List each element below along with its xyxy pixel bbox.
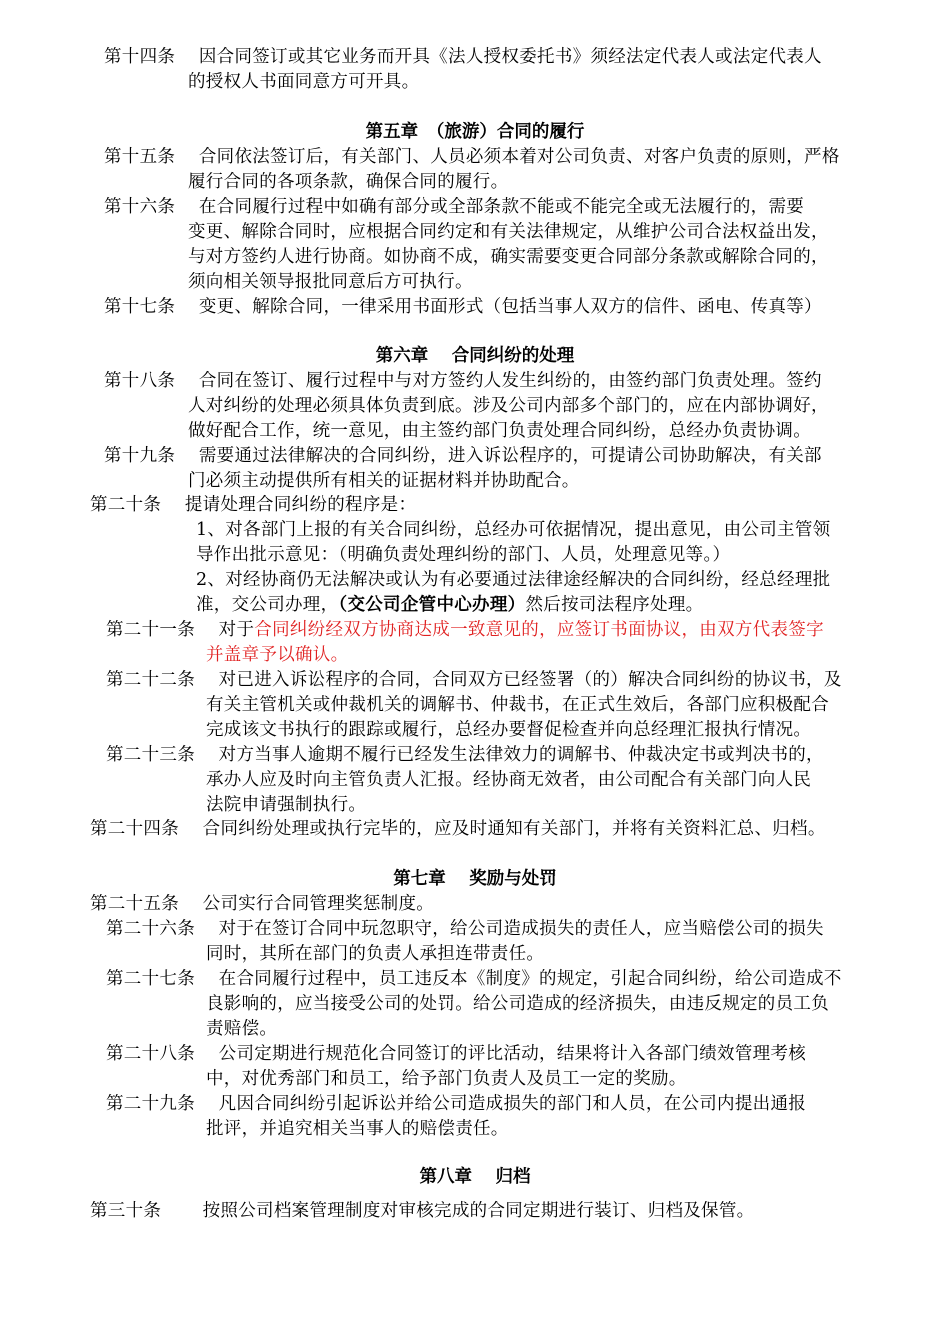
article-16-line-2: 变更、解除合同时，应根据合同约定和有关法律规定，从维护公司合法权益出发， [188, 222, 829, 242]
article-20-item-2-bold: （交公司企管中心办理） [338, 595, 526, 615]
article-16-line-1: 第十六条 在合同履行过程中如确有部分或全部条款不能或不能完全或无法履行的，需要 [104, 197, 805, 217]
article-18-line-1: 第十八条 合同在签订、履行过程中与对方签约人发生纠纷的，由签约部门负责处理。签约 [104, 371, 822, 391]
article-27-line-2: 良影响的，应当接受公司的处罚。给公司造成的经济损失，由违反规定的员工负 [206, 994, 829, 1014]
chapter-8-heading: 第八章 归档 [419, 1167, 531, 1187]
article-23-line-2: 承办人应及时向主管负责人汇报。经协商无效者，由公司配合有关部门向人民 [206, 770, 812, 790]
article-28-line-1: 第二十八条 公司定期进行规范化合同签订的评比活动，结果将计入各部门绩效管理考核 [106, 1044, 807, 1064]
article-14-line-2: 的授权人书面同意方可开具。 [188, 72, 420, 92]
article-20-item-2-pre: 准，交公司办理， [196, 595, 339, 615]
article-23-line-3: 法院申请强制执行。 [206, 795, 367, 815]
article-20-item-2-post: 然后按司法程序处理。 [525, 595, 704, 615]
article-22-line-3: 完成该文书执行的跟踪或履行，总经办要督促检查并向总经理汇报执行情况。 [206, 720, 812, 740]
article-26-line-2: 同时，其所在部门的负责人承担连带责任。 [206, 944, 545, 964]
article-16-line-4: 须向相关领导报批同意后方可执行。 [188, 272, 473, 292]
article-18-line-2: 人对纠纷的处理必须具体负责到底。涉及公司内部多个部门的，应在内部协调好， [188, 396, 829, 416]
chapter-7-heading: 第七章 奖励与处罚 [393, 869, 557, 889]
article-24-line-1: 第二十四条 合同纠纷处理或执行完毕的，应及时通知有关部门，并将有关资料汇总、归档。 [90, 819, 826, 839]
article-27-line-3: 责赔偿。 [206, 1019, 278, 1039]
article-19-line-2: 门必须主动提供所有相关的证据材料并协助配合。 [188, 471, 580, 491]
article-20-item-1-line-1: 1、对各部门上报的有关合同纠纷，总经办可依据情况，提出意见，由公司主管领 [196, 520, 831, 540]
article-15-line-1: 第十五条 合同依法签订后，有关部门、人员必须本着对公司负责、对客户负责的原则，严格 [104, 147, 840, 167]
chapter-5-heading: 第五章 （旅游）合同的履行 [365, 122, 585, 142]
article-26-line-1: 第二十六条 对于在签订合同中玩忽职守，给公司造成损失的责任人，应当赔偿公司的损失 [106, 919, 824, 939]
article-23-line-1: 第二十三条 对方当事人逾期不履行已经发生法律效力的调解书、仲裁决定书或判决书的， [106, 745, 824, 765]
article-30-line-1: 第三十条 按照公司档案管理制度对审核完成的合同定期进行装订、归档及保管。 [90, 1201, 755, 1221]
article-29-line-1: 第二十九条 凡因合同纠纷引起诉讼并给公司造成损失的部门和人员，在公司内提出通报 [106, 1094, 807, 1114]
chapter-6-heading: 第六章 合同纠纷的处理 [375, 346, 575, 366]
article-20-line-1: 第二十条 提请处理合同纠纷的程序是： [90, 495, 417, 515]
article-21-highlight-2: 并盖章予以确认。 [206, 645, 349, 665]
article-20-item-2-line-2 [196, 594, 703, 616]
article-22-line-1: 第二十二条 对已进入诉讼程序的合同，合同双方已经签署（的）解决合同纠纷的协议书，及 [106, 670, 842, 690]
article-27-line-1: 第二十七条 在合同履行过程中，员工违反本《制度》的规定，引起合同纠纷，给公司造成不 [106, 969, 842, 989]
article-15-line-2: 履行合同的各项条款，确保合同的履行。 [188, 172, 509, 192]
article-14-line-1: 第十四条 因合同签订或其它业务而开具《法人授权委托书》须经法定代表人或法定代表人 [104, 47, 822, 67]
article-21-line-1 [106, 619, 824, 641]
article-21-prefix: 第二十一条 对于 [106, 620, 255, 640]
article-17-line-1: 第十七条 变更、解除合同，一律采用书面形式（包括当事人双方的信件、函电、传真等） [104, 297, 822, 317]
article-22-line-2: 有关主管机关或仲裁机关的调解书、仲裁书，在正式生效后，各部门应积极配合 [206, 695, 829, 715]
article-20-item-2-line-1: 2、对经协商仍无法解决或认为有必要通过法律途经解决的合同纠纷，经总经理批 [196, 570, 831, 590]
article-19-line-1: 第十九条 需要通过法律解决的合同纠纷，进入诉讼程序的，可提请公司协助解决，有关部 [104, 446, 822, 466]
article-20-item-1-line-2: 导作出批示意见：（明确负责处理纠纷的部门、人员，处理意见等。） [196, 545, 731, 565]
article-28-line-2: 中，对优秀部门和员工，给予部门负责人及员工一定的奖励。 [206, 1069, 687, 1089]
article-25-line-1: 第二十五条 公司实行合同管理奖惩制度。 [90, 894, 435, 914]
article-29-line-2: 批评，并追究相关当事人的赔偿责任。 [206, 1119, 509, 1139]
article-21-highlight-1: 合同纠纷经双方协商达成一致意见的，应签订书面协议，由双方代表签字 [254, 620, 824, 640]
article-18-line-3: 做好配合工作，统一意见，由主签约部门负责处理合同纠纷，总经办负责协调。 [188, 421, 811, 441]
article-16-line-3: 与对方签约人进行协商。如协商不成，确实需要变更合同部分条款或解除合同的， [188, 247, 829, 267]
